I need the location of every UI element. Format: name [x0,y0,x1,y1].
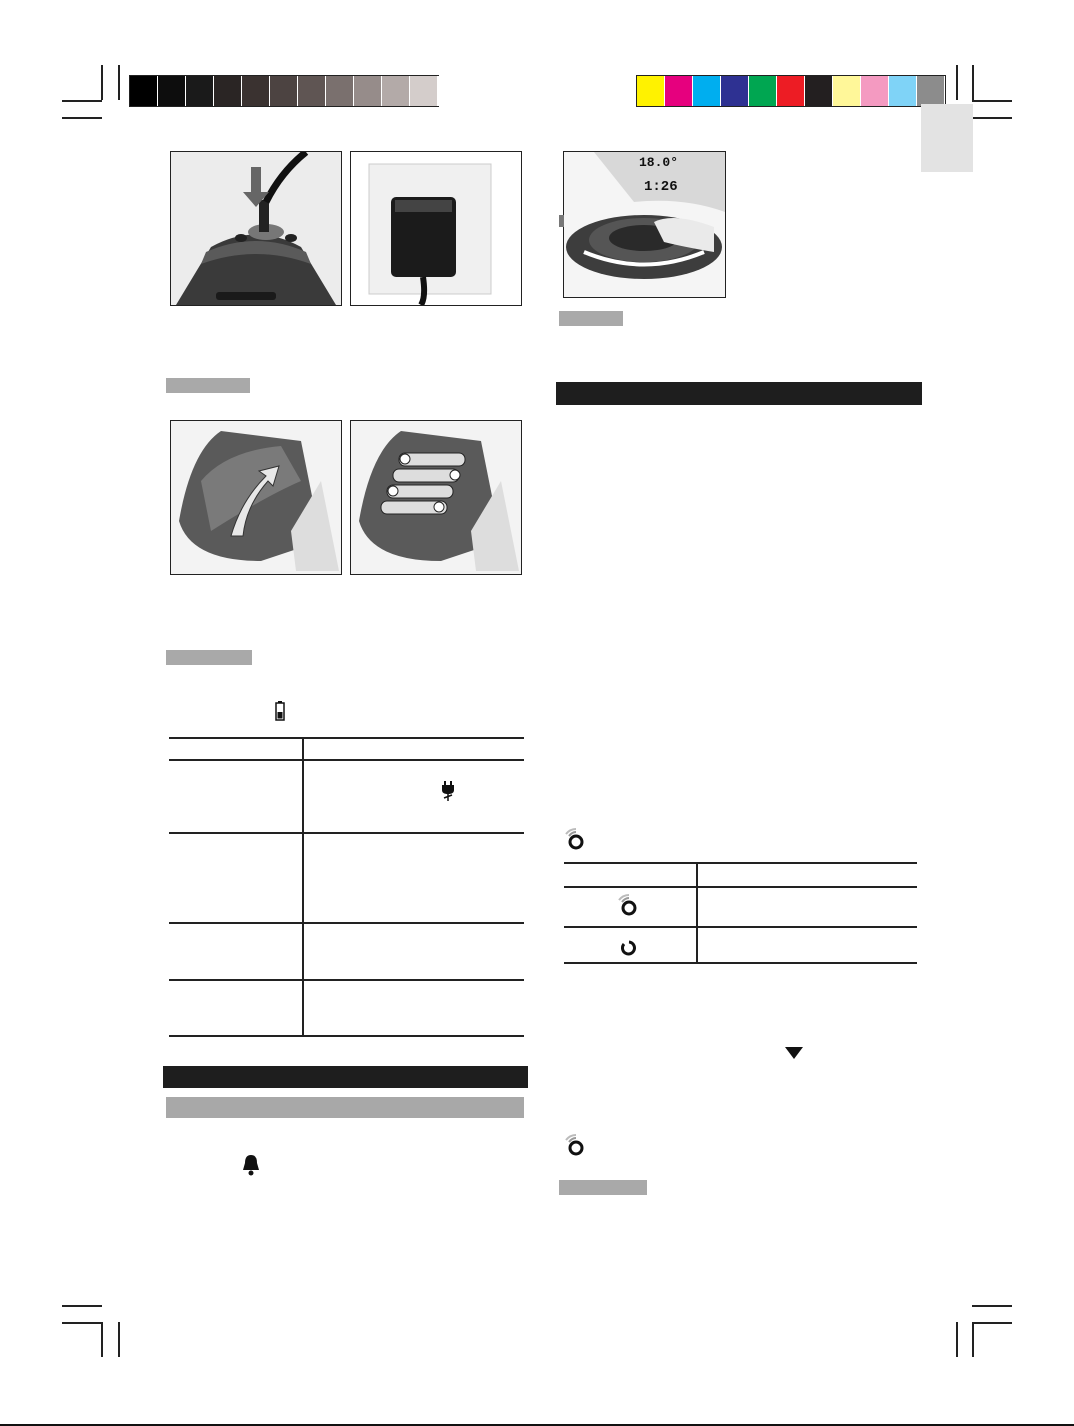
crop-mark [62,100,102,102]
signal-strong-icon [616,894,640,923]
crop-mark [972,1322,974,1357]
crop-mark [972,117,1012,119]
table-rule [169,832,524,834]
process-swatch [637,76,665,106]
table-rule [564,886,917,888]
battery-icon [275,701,285,726]
table-rule [564,926,917,928]
process-swatch [721,76,749,106]
crop-mark [956,1322,958,1357]
grayscale-swatch [186,76,214,106]
table-rule [169,759,524,761]
photo-battery-door [170,420,342,575]
down-triangle-icon [785,1046,803,1064]
crop-mark [118,65,120,100]
grayscale-swatch [354,76,382,106]
grayscale-swatch [130,76,158,106]
photo-adapter-jack [170,151,342,306]
plug-icon [442,781,454,806]
grayscale-swatch [326,76,354,106]
section-label-tag [559,311,623,326]
grayscale-swatch [270,76,298,106]
section-label-tag [559,1180,647,1195]
grayscale-swatch [242,76,270,106]
page-tab [921,104,973,172]
process-swatch [917,76,945,106]
svg-text:1:26: 1:26 [644,179,678,195]
crop-mark [62,1305,102,1307]
crop-mark [118,1322,120,1357]
crop-mark [101,65,103,100]
section-label-tag [166,650,252,665]
grayscale-color-bar [129,75,439,107]
photo-batteries-installed [350,420,522,575]
table-rule [169,922,524,924]
table-divider [302,737,304,1036]
crop-mark [972,1322,1012,1324]
section-label-tag [166,378,250,393]
svg-text:18.0°: 18.0° [639,155,679,170]
grayscale-swatch [382,76,410,106]
process-swatch [833,76,861,106]
table-rule [169,1035,524,1037]
photo-adapter-wall [350,151,522,306]
crop-mark [972,100,1012,102]
crop-mark [956,65,958,100]
grayscale-swatch [410,76,438,106]
process-swatch [861,76,889,106]
signal-weak-icon [616,934,640,963]
process-swatch [889,76,917,106]
crop-mark [101,1322,103,1357]
process-color-bar [636,75,946,107]
crop-mark [972,65,974,100]
small-mark [559,215,564,227]
signal-strong-icon [563,1134,587,1163]
bell-icon [241,1154,261,1181]
photo-dial-touch [563,151,726,298]
process-swatch [665,76,693,106]
grayscale-swatch [298,76,326,106]
process-swatch [777,76,805,106]
grayscale-swatch [438,76,466,106]
section-header-bar [163,1066,528,1088]
process-swatch [749,76,777,106]
signal-strong-icon [563,828,587,857]
section-header-bar [556,382,922,405]
process-swatch [805,76,833,106]
grayscale-swatch [214,76,242,106]
crop-mark [62,117,102,119]
grayscale-swatch [158,76,186,106]
crop-mark [62,1322,102,1324]
table-rule [169,737,524,739]
table-rule [564,862,917,864]
table-divider [696,862,698,963]
process-swatch [693,76,721,106]
crop-mark [972,1305,1012,1307]
table-rule [169,979,524,981]
subsection-header-bar [166,1097,524,1118]
